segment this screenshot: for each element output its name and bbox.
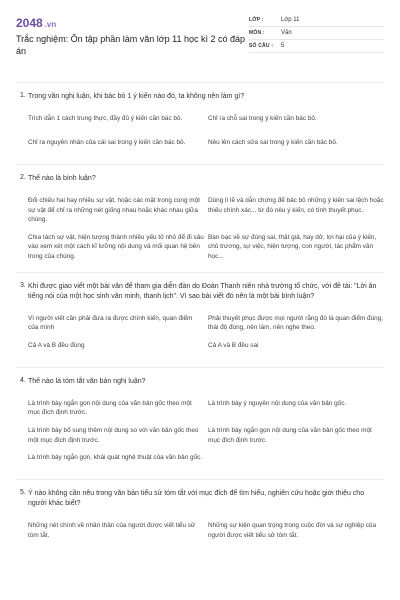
question-1 bbox=[16, 92, 384, 158]
question-divider bbox=[16, 272, 384, 273]
meta-info bbox=[249, 14, 384, 53]
question-3 bbox=[16, 282, 384, 361]
answer-options bbox=[28, 395, 384, 473]
answer-option[interactable]: Phải thuyết phục được mọi người rằng đó là quan điểm đúng, thái độ đúng, nên làm, nên nghe theo. bbox=[208, 314, 384, 332]
question-number: 4. bbox=[20, 376, 26, 384]
site-logo[interactable] bbox=[16, 16, 246, 30]
answer-option[interactable]: Chỉ ra nguyên nhân của cái sai trong ý kiến cần bác bỏ. bbox=[28, 139, 186, 146]
answer-option[interactable]: Là trình bày ngắn gọn nội dung của văn bản gốc theo một mục đích định trước. bbox=[208, 426, 372, 444]
question-number: 5. bbox=[20, 489, 26, 497]
question-text: Ý nào không cần nêu trong văn bản tiểu sử tóm tắt với mục đích để tìm hiểu, nghiên cứu hoặc giới thiệu cho người khác biết? bbox=[28, 490, 365, 508]
question-body bbox=[28, 282, 384, 361]
meta-value: 5 bbox=[281, 43, 285, 49]
meta-value: Lớp 11 bbox=[281, 17, 300, 23]
answer-options bbox=[28, 110, 384, 158]
question-divider bbox=[16, 367, 384, 368]
question-text: Thế nào là bình luận? bbox=[28, 175, 96, 182]
question-body bbox=[28, 377, 384, 473]
question-divider bbox=[16, 479, 384, 480]
question-text: Trong văn nghị luận, khi bác bỏ 1 ý kiến nào đó, ta không nên làm gì? bbox=[28, 93, 245, 100]
answer-option[interactable]: Những sự kiện quan trọng trong cuộc đời và sự nghiệp của người được viết tiểu sử tóm tắt. bbox=[208, 522, 377, 539]
meta-row-subject bbox=[249, 27, 384, 40]
question-number: 3. bbox=[20, 281, 26, 289]
answer-option[interactable]: Là trình bày ý nguyên nội dung của văn bản gốc. bbox=[208, 399, 347, 407]
answer-option[interactable]: Trích dẫn 1 cách trung thực, đầy đủ ý kiến cần bác bỏ. bbox=[28, 115, 183, 122]
meta-label: SỐ CÂU : bbox=[249, 43, 274, 49]
header bbox=[16, 12, 384, 68]
answer-options bbox=[28, 310, 384, 361]
answer-options bbox=[28, 517, 384, 544]
answer-option[interactable]: Đối chiếu hai hay nhiều sự vật, hoặc các mặt trong cùng một sự vật để chỉ ra những nét giống nhau hoặc khác nhau giữa chúng. bbox=[28, 197, 200, 224]
question-body bbox=[28, 174, 384, 266]
meta-label: MÔN : bbox=[249, 30, 265, 36]
answer-option[interactable]: Cả A và B đều sai bbox=[208, 341, 259, 349]
question-body bbox=[28, 489, 384, 544]
meta-row-class bbox=[249, 14, 384, 27]
question-divider bbox=[16, 164, 384, 165]
question-5 bbox=[16, 489, 384, 544]
answer-option[interactable]: Là trình bày ngắn gọn nội dung của văn bản gốc theo một mục đích định trước. bbox=[28, 399, 192, 417]
answer-options bbox=[28, 192, 384, 266]
answer-option[interactable]: Vì người viết cần phải đưa ra được chính kiến, quan điểm của mình bbox=[28, 314, 193, 332]
answer-option[interactable]: Những nét chính về nhân thân của người được viết tiểu sử tóm tắt. bbox=[28, 522, 196, 539]
question-number: 2. bbox=[20, 174, 26, 181]
answer-option[interactable]: Cả A và B đều đúng bbox=[28, 341, 85, 349]
question-4 bbox=[16, 377, 384, 473]
header-left bbox=[16, 12, 246, 57]
answer-option[interactable]: Dùng lí lẽ và dẫn chứng để bác bỏ những ý kiến sai lệch hoặc thiếu chính xác... từ đó nêu ý kiến, có tính thuyết phục. bbox=[208, 197, 384, 214]
question-body bbox=[28, 92, 384, 158]
answer-option[interactable]: Nêu lên cách sửa sai trong ý kiến cần bác bỏ. bbox=[208, 139, 338, 146]
meta-row-count bbox=[249, 40, 384, 53]
answer-option[interactable]: Là trình bày bổ sung thêm nội dung so với văn bản gốc theo một mục đích định trước. bbox=[28, 426, 199, 444]
header-divider bbox=[16, 82, 384, 83]
answer-option[interactable]: Chỉ ra chỗ sai trong ý kiến cần bác bỏ. bbox=[208, 115, 317, 122]
logo-suffix: .vn bbox=[44, 20, 57, 29]
answer-option[interactable]: Chia tách sự vật, hiện tượng thành nhiều yếu tố nhỏ để đi sâu vào xem xét một cách kĩ lưỡng nội dung và mối quan hệ bên trong của chúng. bbox=[28, 233, 204, 260]
question-text: Khi được giao viết một bài văn để tham gia diễn đàn do Đoàn Thanh niên nhà trường tổ chức, với đề tài: "Lời ăn tiếng nói của một học sinh văn minh, thanh lịch". Vì sao bài viết đó nên là một bài bình luận? bbox=[28, 282, 377, 300]
logo-text: 2048 bbox=[16, 16, 43, 30]
meta-value: Văn bbox=[281, 30, 292, 36]
answer-option[interactable]: Là trình bày ngắn gọn, khái quát nghệ thuật của văn bản gốc. bbox=[28, 454, 203, 462]
answer-option[interactable]: Bàn bạc về sự đúng sai, thật giả, hay dở, lợi hại của ý kiến, chủ trương, sự việc, hiện tượng, con người, tác phẩm văn học... bbox=[208, 233, 377, 260]
question-text: Thế nào là tóm tắt văn bản nghị luận? bbox=[28, 377, 146, 385]
page-title: Trắc nghiệm: Ôn tập phần làm văn lớp 11 học kì 2 có đáp án bbox=[16, 34, 246, 56]
question-2 bbox=[16, 174, 384, 266]
meta-label: LỚP : bbox=[249, 17, 264, 23]
question-number: 1. bbox=[20, 92, 26, 99]
